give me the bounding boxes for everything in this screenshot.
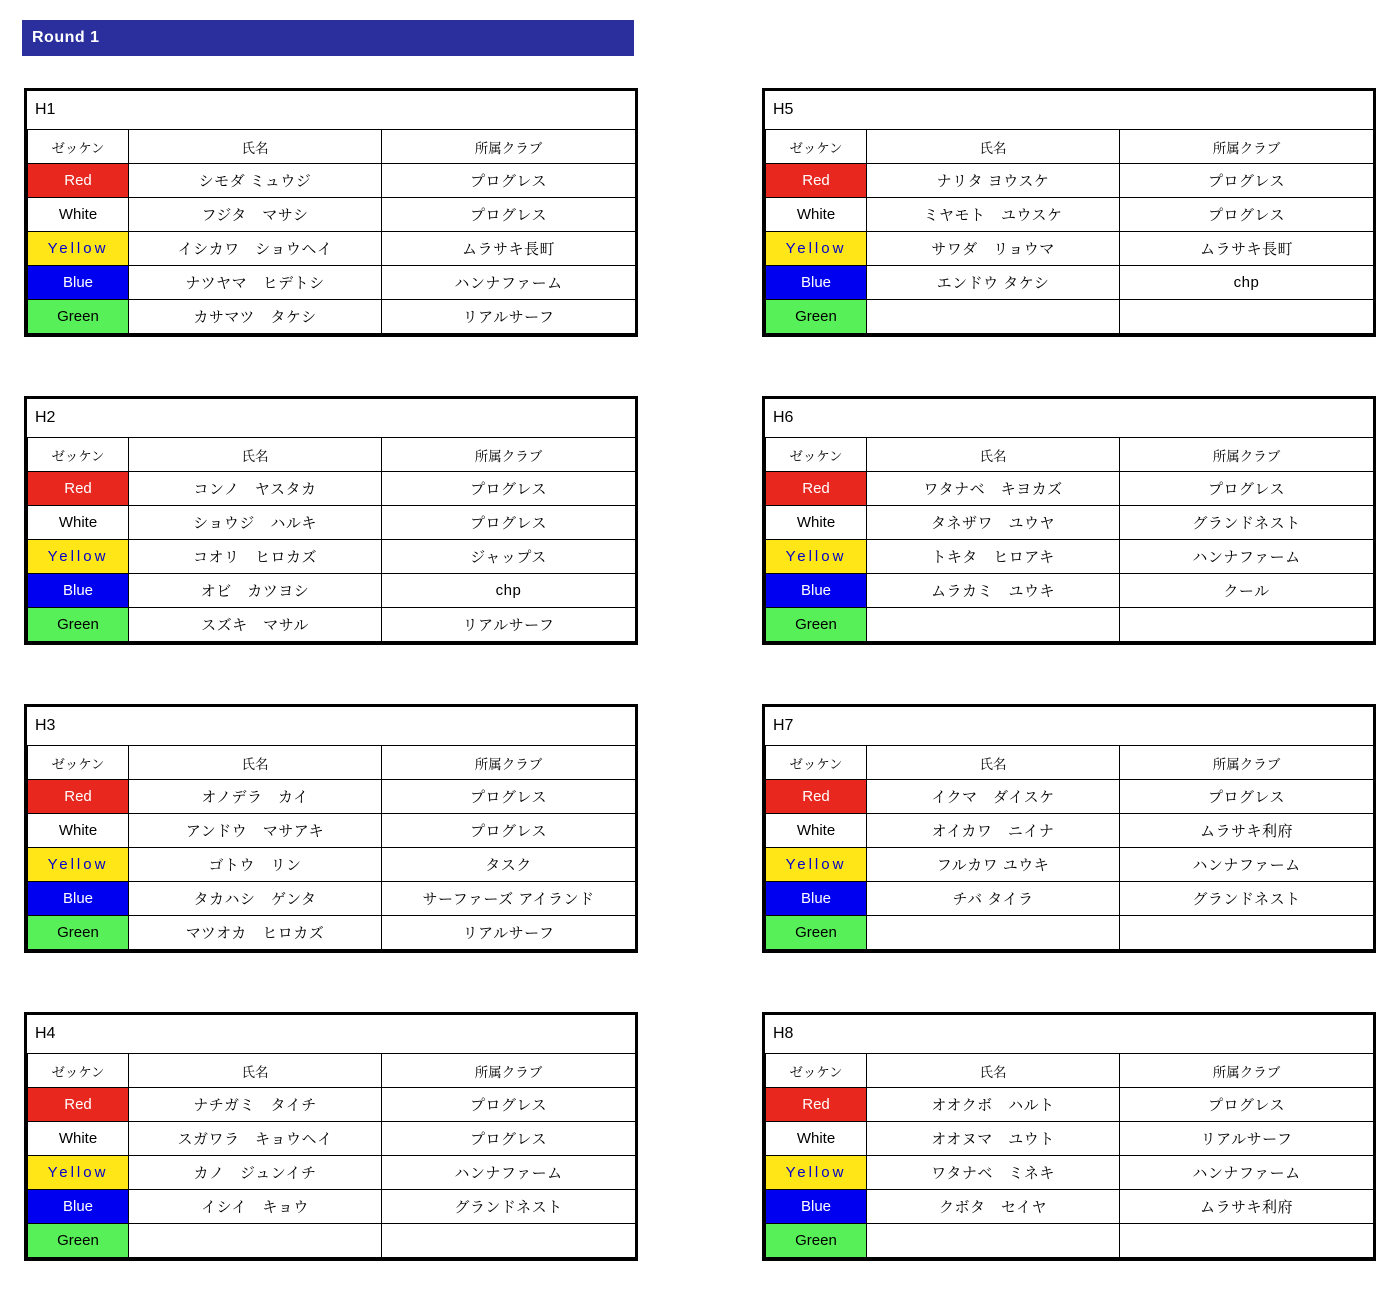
bib-cell: Yellow [766, 848, 867, 882]
bib-cell: White [766, 1122, 867, 1156]
competitor-name-cell: チバ タイラ [867, 882, 1120, 916]
heat-title: H6 [773, 409, 794, 426]
table-row [766, 198, 1374, 232]
round-label: Round 1 [32, 29, 100, 46]
column-header-name: 氏名 [129, 1054, 382, 1088]
column-header-name: 氏名 [867, 438, 1120, 472]
competitor-name-cell [867, 608, 1120, 642]
club-cell: グランドネスト [1120, 506, 1374, 540]
table-row [28, 506, 636, 540]
bib-cell: Red [766, 780, 867, 814]
club-cell: ハンナファーム [1120, 1156, 1374, 1190]
bib-cell: White [766, 198, 867, 232]
table-row [766, 540, 1374, 574]
competitor-name-cell [867, 1224, 1120, 1258]
competitor-name-cell: カサマツ タケシ [129, 300, 382, 334]
heat-title: H1 [35, 101, 56, 118]
bib-cell: Red [28, 780, 129, 814]
table-row [766, 232, 1374, 266]
heat-title: H3 [35, 717, 56, 734]
bib-cell: Blue [766, 882, 867, 916]
club-cell: プログレス [382, 164, 636, 198]
table-row [766, 506, 1374, 540]
club-cell: プログレス [382, 506, 636, 540]
column-header-bib: ゼッケン [766, 130, 867, 164]
heat-table [27, 437, 636, 642]
bib-cell: Blue [28, 1190, 129, 1224]
club-cell: クール [1120, 574, 1374, 608]
bib-cell: Blue [766, 266, 867, 300]
club-cell: chp [382, 574, 636, 608]
bib-cell: Yellow [28, 232, 129, 266]
column-header-bib: ゼッケン [28, 746, 129, 780]
club-cell [1120, 1224, 1374, 1258]
table-row [766, 1190, 1374, 1224]
round-banner [22, 20, 634, 56]
club-cell [382, 1224, 636, 1258]
heat-table [765, 1053, 1374, 1258]
bib-cell: Yellow [28, 540, 129, 574]
table-row [28, 300, 636, 334]
club-cell: ハンナファーム [1120, 848, 1374, 882]
table-row [28, 848, 636, 882]
club-cell: リアルサーフ [382, 916, 636, 950]
table-row [766, 882, 1374, 916]
competitor-name-cell [867, 300, 1120, 334]
bib-cell: Blue [28, 882, 129, 916]
competitor-name-cell: マツオカ ヒロカズ [129, 916, 382, 950]
bib-cell: White [28, 814, 129, 848]
competitor-name-cell: ワタナベ ミネキ [867, 1156, 1120, 1190]
club-cell: リアルサーフ [382, 608, 636, 642]
table-header-row [766, 1054, 1374, 1088]
competitor-name-cell: エンドウ タケシ [867, 266, 1120, 300]
table-row [28, 882, 636, 916]
club-cell [1120, 608, 1374, 642]
table-row [28, 780, 636, 814]
club-cell: ムラサキ長町 [382, 232, 636, 266]
table-row [28, 164, 636, 198]
column-header-name: 氏名 [129, 130, 382, 164]
table-header-row [766, 130, 1374, 164]
competitor-name-cell: ナチガミ タイチ [129, 1088, 382, 1122]
bib-cell: Green [766, 1224, 867, 1258]
competitor-name-cell: ゴトウ リン [129, 848, 382, 882]
column-header-bib: ゼッケン [766, 438, 867, 472]
heat-block [762, 396, 1376, 645]
club-cell: ハンナファーム [382, 266, 636, 300]
competitor-name-cell: フジタ マサシ [129, 198, 382, 232]
table-row [766, 300, 1374, 334]
table-row [28, 1088, 636, 1122]
competitor-name-cell: イクマ ダイスケ [867, 780, 1120, 814]
competitor-name-cell: クボタ セイヤ [867, 1190, 1120, 1224]
bib-cell: Blue [28, 266, 129, 300]
competitor-name-cell: スガワラ キョウヘイ [129, 1122, 382, 1156]
club-cell: ジャップス [382, 540, 636, 574]
competitor-name-cell: コンノ ヤスタカ [129, 472, 382, 506]
bib-cell: Yellow [766, 232, 867, 266]
bib-cell: Green [766, 916, 867, 950]
bib-cell: Green [28, 300, 129, 334]
competitor-name-cell: オノデラ カイ [129, 780, 382, 814]
column-header-name: 氏名 [129, 746, 382, 780]
competitor-name-cell: スズキ マサル [129, 608, 382, 642]
bib-cell: Red [28, 472, 129, 506]
bib-cell: Green [28, 1224, 129, 1258]
column-header-club: 所属クラブ [1120, 438, 1374, 472]
competitor-name-cell: コオリ ヒロカズ [129, 540, 382, 574]
table-header-row [28, 746, 636, 780]
column-header-club: 所属クラブ [1120, 1054, 1374, 1088]
competitor-name-cell: シモダ ミュウジ [129, 164, 382, 198]
bib-cell: Green [766, 608, 867, 642]
club-cell: リアルサーフ [1120, 1122, 1374, 1156]
competitor-name-cell: イシイ キョウ [129, 1190, 382, 1224]
club-cell: ムラサキ長町 [1120, 232, 1374, 266]
club-cell: プログレス [1120, 1088, 1374, 1122]
club-cell: プログレス [382, 780, 636, 814]
bib-cell: Red [766, 472, 867, 506]
table-row [766, 780, 1374, 814]
table-row [766, 1224, 1374, 1258]
heat-title: H5 [773, 101, 794, 118]
bib-cell: Red [766, 164, 867, 198]
bib-cell: White [28, 198, 129, 232]
heat-table [765, 129, 1374, 334]
bib-cell: Red [766, 1088, 867, 1122]
heat-table [765, 745, 1374, 950]
column-header-club: 所属クラブ [1120, 130, 1374, 164]
table-row [766, 1156, 1374, 1190]
bib-cell: Yellow [766, 540, 867, 574]
table-row [28, 574, 636, 608]
table-row [766, 164, 1374, 198]
club-cell: グランドネスト [382, 1190, 636, 1224]
club-cell: プログレス [382, 814, 636, 848]
bib-cell: Green [766, 300, 867, 334]
bib-cell: Blue [28, 574, 129, 608]
bib-cell: White [766, 506, 867, 540]
bib-cell: Green [28, 916, 129, 950]
heats-column-right [762, 88, 1376, 1261]
table-header-row [766, 438, 1374, 472]
competitor-name-cell: ナツヤマ ヒデトシ [129, 266, 382, 300]
bib-cell: White [28, 1122, 129, 1156]
bib-cell: Red [28, 1088, 129, 1122]
table-row [28, 1190, 636, 1224]
club-cell: ハンナファーム [382, 1156, 636, 1190]
heat-table [27, 129, 636, 334]
club-cell [1120, 916, 1374, 950]
club-cell: プログレス [382, 1122, 636, 1156]
club-cell: リアルサーフ [382, 300, 636, 334]
bib-cell: Yellow [28, 1156, 129, 1190]
heat-block [762, 88, 1376, 337]
table-row [28, 472, 636, 506]
heat-table [27, 745, 636, 950]
table-row [28, 916, 636, 950]
bib-cell: Red [28, 164, 129, 198]
column-header-bib: ゼッケン [766, 1054, 867, 1088]
table-row [766, 266, 1374, 300]
column-header-bib: ゼッケン [28, 130, 129, 164]
column-header-club: 所属クラブ [382, 746, 636, 780]
column-header-name: 氏名 [867, 130, 1120, 164]
table-row [28, 608, 636, 642]
club-cell: グランドネスト [1120, 882, 1374, 916]
bib-cell: White [28, 506, 129, 540]
competitor-name-cell: オオクボ ハルト [867, 1088, 1120, 1122]
competitor-name-cell: オイカワ ニイナ [867, 814, 1120, 848]
table-row [766, 814, 1374, 848]
table-row [28, 232, 636, 266]
bib-cell: White [766, 814, 867, 848]
club-cell: プログレス [1120, 780, 1374, 814]
table-header-row [28, 1054, 636, 1088]
competitor-name-cell: トキタ ヒロアキ [867, 540, 1120, 574]
competitor-name-cell: ミヤモト ユウスケ [867, 198, 1120, 232]
heat-title: H4 [35, 1025, 56, 1042]
table-row [28, 1156, 636, 1190]
club-cell [1120, 300, 1374, 334]
heat-table [27, 1053, 636, 1258]
column-header-club: 所属クラブ [1120, 746, 1374, 780]
table-row [28, 266, 636, 300]
club-cell: サーファーズ アイランド [382, 882, 636, 916]
competitor-name-cell: ムラカミ ユウキ [867, 574, 1120, 608]
table-row [766, 1122, 1374, 1156]
competitor-name-cell: カノ ジュンイチ [129, 1156, 382, 1190]
column-header-name: 氏名 [867, 1054, 1120, 1088]
column-header-bib: ゼッケン [28, 1054, 129, 1088]
column-header-bib: ゼッケン [766, 746, 867, 780]
heat-table [765, 437, 1374, 642]
table-row [766, 608, 1374, 642]
club-cell: ムラサキ利府 [1120, 1190, 1374, 1224]
club-cell: プログレス [382, 1088, 636, 1122]
table-row [28, 1224, 636, 1258]
heat-title: H8 [773, 1025, 794, 1042]
table-row [28, 814, 636, 848]
competitor-name-cell: ショウジ ハルキ [129, 506, 382, 540]
club-cell: プログレス [1120, 472, 1374, 506]
table-row [28, 198, 636, 232]
competitor-name-cell: アンドウ マサアキ [129, 814, 382, 848]
club-cell: タスク [382, 848, 636, 882]
competitor-name-cell: オオヌマ ユウト [867, 1122, 1120, 1156]
competitor-name-cell: サワダ リョウマ [867, 232, 1120, 266]
competitor-name-cell: ワタナベ キヨカズ [867, 472, 1120, 506]
table-header-row [28, 130, 636, 164]
competitor-name-cell [867, 916, 1120, 950]
bib-cell: Green [28, 608, 129, 642]
column-header-club: 所属クラブ [382, 130, 636, 164]
heat-title: H7 [773, 717, 794, 734]
heat-block [24, 1012, 638, 1261]
bib-cell: Blue [766, 1190, 867, 1224]
competitor-name-cell: オビ カツヨシ [129, 574, 382, 608]
table-row [766, 472, 1374, 506]
club-cell: ムラサキ利府 [1120, 814, 1374, 848]
table-row [766, 574, 1374, 608]
club-cell: プログレス [1120, 164, 1374, 198]
column-header-name: 氏名 [867, 746, 1120, 780]
club-cell: プログレス [382, 472, 636, 506]
competitor-name-cell: フルカワ ユウキ [867, 848, 1120, 882]
table-row [28, 1122, 636, 1156]
competitor-name-cell [129, 1224, 382, 1258]
bib-cell: Blue [766, 574, 867, 608]
table-row [766, 916, 1374, 950]
heat-block [24, 396, 638, 645]
club-cell: ハンナファーム [1120, 540, 1374, 574]
heats-column-left [24, 88, 638, 1261]
column-header-club: 所属クラブ [382, 1054, 636, 1088]
heat-title: H2 [35, 409, 56, 426]
column-header-bib: ゼッケン [28, 438, 129, 472]
table-row [766, 1088, 1374, 1122]
club-cell: chp [1120, 266, 1374, 300]
competitor-name-cell: イシカワ ショウヘイ [129, 232, 382, 266]
heat-block [24, 704, 638, 953]
heat-block [762, 704, 1376, 953]
competitor-name-cell: ナリタ ヨウスケ [867, 164, 1120, 198]
table-header-row [766, 746, 1374, 780]
bib-cell: Yellow [28, 848, 129, 882]
competitor-name-cell: タネザワ ユウヤ [867, 506, 1120, 540]
column-header-club: 所属クラブ [382, 438, 636, 472]
bib-cell: Yellow [766, 1156, 867, 1190]
table-header-row [28, 438, 636, 472]
column-header-name: 氏名 [129, 438, 382, 472]
table-row [766, 848, 1374, 882]
club-cell: プログレス [1120, 198, 1374, 232]
table-row [28, 540, 636, 574]
club-cell: プログレス [382, 198, 636, 232]
heat-block [762, 1012, 1376, 1261]
competitor-name-cell: タカハシ ゲンタ [129, 882, 382, 916]
heat-block [24, 88, 638, 337]
